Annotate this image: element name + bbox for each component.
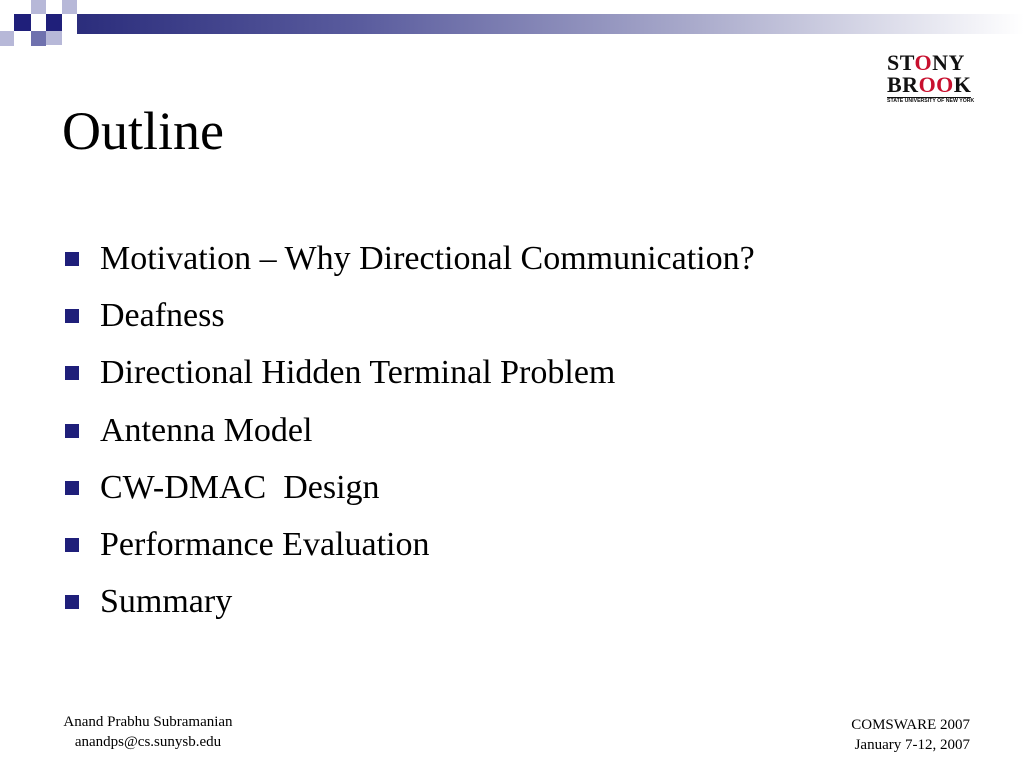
square-bullet-icon [65,595,79,609]
slide-title: Outline [62,101,224,161]
square-bullet-icon [65,309,79,323]
outline-item [62,345,755,402]
banner-square-lavender [46,31,62,45]
banner-square-navy [14,14,31,31]
outline-item-text: Performance Evaluation [100,526,430,564]
outline-item [62,574,755,631]
banner-square-lavender [62,0,77,14]
outline-list [62,230,755,631]
outline-item-text: Summary [100,583,233,621]
square-bullet-icon [65,424,79,438]
outline-item [62,230,755,287]
outline-item [62,516,755,573]
logo-line-brook: BROOK [887,72,972,97]
footer-author [40,712,256,752]
outline-item-text: CW-DMAC Design [100,468,380,506]
outline-item-text: Antenna Model [100,411,313,449]
banner-gradient-bar [77,14,1024,34]
square-bullet-icon [65,252,79,266]
banner-square-lavender [31,0,46,14]
banner-square-mid [31,31,46,46]
outline-item [62,459,755,516]
logo-line-stony: STONY [887,50,965,75]
square-bullet-icon [65,538,79,552]
outline-item-text: Deafness [100,296,225,334]
square-bullet-icon [65,366,79,380]
conference-dates: January 7-12, 2007 [854,737,970,753]
outline-item [62,287,755,344]
outline-item [62,402,755,459]
square-bullet-icon [65,481,79,495]
footer-conference [851,715,970,755]
logo-subtitle: STATE UNIVERSITY OF NEW YORK [887,98,975,104]
header-banner [0,0,1024,64]
banner-square-lavender [0,31,14,46]
university-logo [887,52,973,104]
outline-item-text: Directional Hidden Terminal Problem [100,354,616,392]
conference-name: COMSWARE 2007 [851,717,970,733]
author-email: anandps@cs.sunysb.edu [74,734,222,750]
author-name: Anand Prabhu Subramanian [63,714,233,730]
outline-item-text: Motivation – Why Directional Communication? [100,239,755,277]
banner-square-navy [46,14,62,31]
